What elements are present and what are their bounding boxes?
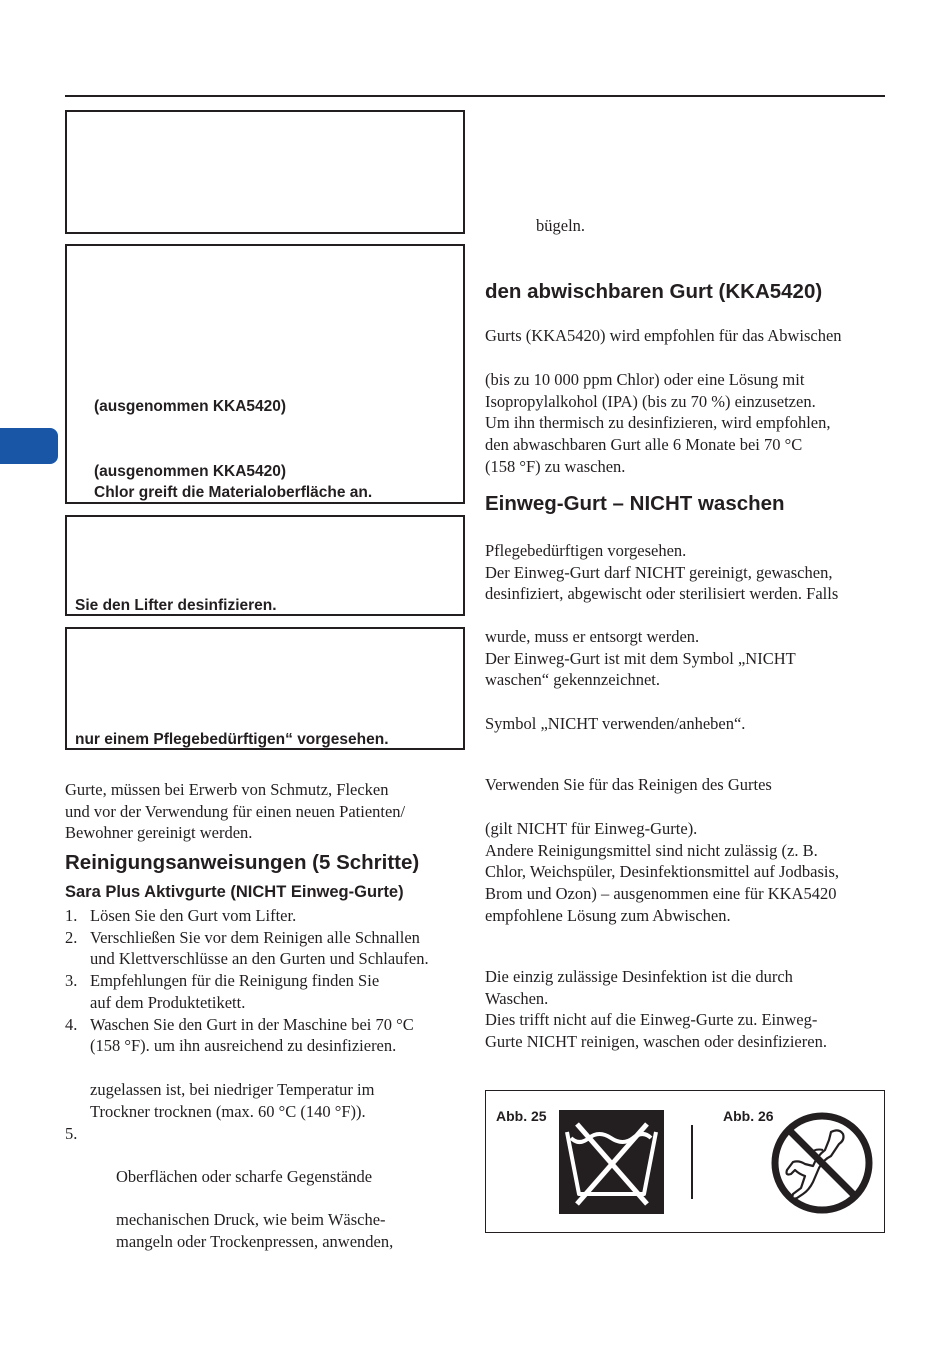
disposable-heading: Einweg-Gurt – NICHT waschen bbox=[485, 492, 785, 515]
step-text: Empfehlungen für die Reinigung finden Sie bbox=[90, 971, 380, 991]
agents-line: Brom und Ozon) – ausgenommen eine für KKA5420 bbox=[485, 884, 837, 904]
step-text: Oberflächen oder scharfe Gegenstände bbox=[116, 1167, 373, 1186]
step-text: auf dem Produktetikett. bbox=[90, 992, 246, 1012]
step-text: Waschen Sie den Gurt in der Maschine bei 70 °C bbox=[90, 1014, 414, 1034]
warning-box-2-line-2: (ausgenommen KKA5420) bbox=[94, 463, 287, 480]
disinfect-line: Gurte NICHT reinigen, waschen oder desinfizieren. bbox=[485, 1032, 827, 1052]
disposable-paragraph-b bbox=[485, 626, 796, 691]
step-text: Trockner trocknen (max. 60 °C (140 °F)). bbox=[90, 1101, 366, 1121]
disinfect-paragraph bbox=[485, 966, 827, 1053]
intro-line: Gurte, müssen bei Erwerb von Schmutz, Flecken bbox=[65, 780, 389, 799]
intro-paragraph bbox=[65, 779, 465, 844]
agents-line: Chlor, Weichspüler, Desinfektionsmittel auf Jodbasis, bbox=[485, 862, 840, 882]
disposable-line: Der Einweg-Gurt darf NICHT gereinigt, gewaschen, bbox=[485, 562, 833, 582]
warning-box-2-line-1: (ausgenommen KKA5420) bbox=[94, 398, 287, 415]
do-not-use-lift-icon bbox=[769, 1110, 875, 1216]
agents-line: (gilt NICHT für Einweg-Gurte). bbox=[485, 819, 698, 838]
step4-extra bbox=[90, 1079, 374, 1122]
warning-box-4 bbox=[65, 627, 465, 750]
agents-line: Andere Reinigungsmittel sind nicht zulässig (z. B. bbox=[485, 840, 818, 860]
do-not-wash-icon bbox=[559, 1110, 664, 1214]
intro-line: und vor der Verwendung für einen neuen Patienten/ bbox=[65, 801, 406, 821]
section-tab bbox=[0, 428, 58, 464]
wipe-line: (158 °F) zu waschen. bbox=[485, 456, 626, 476]
list-item bbox=[65, 970, 465, 1013]
figure-26-label: Abb. 26 bbox=[723, 1108, 774, 1124]
agents-line: empfohlene Lösung zum Abwischen. bbox=[485, 905, 731, 925]
step-text: mechanischen Druck, wie beim Wäsche- bbox=[116, 1210, 386, 1229]
agents-paragraph bbox=[485, 818, 839, 927]
step-number: 1. bbox=[65, 906, 78, 925]
list-item bbox=[65, 1014, 465, 1057]
step-text: zugelassen ist, bei niedriger Temperatur im bbox=[90, 1080, 375, 1099]
wipe-line: Um ihn thermisch zu desinfizieren, wird empfohlen, bbox=[485, 413, 831, 433]
step-number: 4. bbox=[65, 1014, 78, 1034]
disinfect-line: Dies trifft nicht auf die Einweg-Gurte zu. Einweg- bbox=[485, 1010, 818, 1030]
disposable-line: wurde, muss er entsorgt werden. bbox=[485, 627, 700, 646]
list-item bbox=[65, 927, 465, 970]
step-number: 2. bbox=[65, 927, 78, 947]
disinfect-line: Die einzig zulässige Desinfektion ist die durch bbox=[485, 967, 793, 986]
step-text: Verschließen Sie vor dem Reinigen alle Schnallen bbox=[90, 927, 420, 947]
list-item bbox=[65, 905, 465, 927]
step-text: mangeln oder Trockenpressen, anwenden, bbox=[116, 1231, 394, 1251]
top-fragment: bügeln. bbox=[536, 216, 586, 235]
wipe-line: (bis zu 10 000 ppm Chlor) oder eine Lösung mit bbox=[485, 370, 805, 389]
warning-box-3 bbox=[65, 515, 465, 616]
cleaning-subheading: Sara Plus Aktivgurte (NICHT Einweg-Gurte) bbox=[65, 883, 404, 901]
disinfect-line: Waschen. bbox=[485, 988, 549, 1008]
warning-box-4-line-1: nur einem Pflegebedürftigen“ vorgesehen. bbox=[75, 731, 389, 748]
warning-box-1 bbox=[65, 110, 465, 234]
disposable-line-c: Symbol „NICHT verwenden/anheben“. bbox=[485, 714, 746, 733]
step-number: 3. bbox=[65, 971, 78, 991]
step-text: Lösen Sie den Gurt vom Lifter. bbox=[90, 906, 297, 925]
step-number: 5. bbox=[65, 1124, 78, 1143]
disposable-line: Der Einweg-Gurt ist mit dem Symbol „NICHT bbox=[485, 648, 796, 668]
figure-25-label: Abb. 25 bbox=[496, 1108, 547, 1124]
disposable-line: Pflegebedürftigen vorgesehen. bbox=[485, 541, 687, 560]
disposable-paragraph-a bbox=[485, 540, 838, 605]
intro-line: Bewohner gereinigt werden. bbox=[65, 823, 253, 843]
steps-list bbox=[65, 905, 465, 1057]
warning-box-3-line-1: Sie den Lifter desinfizieren. bbox=[75, 597, 277, 614]
wipe-paragraph bbox=[485, 369, 831, 478]
step-text: (158 °F). um ihn ausreichend zu desinfizieren. bbox=[90, 1036, 397, 1056]
step-text: und Klettverschlüsse an den Gurten und Schlaufen. bbox=[90, 949, 429, 969]
wipe-line: Isopropylalkohol (IPA) (bis zu 70 %) einzusetzen. bbox=[485, 391, 816, 411]
step5-text-b bbox=[116, 1209, 393, 1252]
wipe-line-1: Gurts (KKA5420) wird empfohlen für das Abwischen bbox=[485, 326, 842, 345]
warning-box-2 bbox=[65, 244, 465, 504]
disposable-line: desinfiziert, abgewischt oder sterilisiert werden. Falls bbox=[485, 584, 839, 604]
figure-divider bbox=[691, 1125, 693, 1199]
warning-box-2-line-3: Chlor greift die Materialoberfläche an. bbox=[94, 484, 373, 501]
header-rule bbox=[65, 95, 885, 97]
disposable-line: waschen“ gekennzeichnet. bbox=[485, 670, 660, 690]
step5-text-a bbox=[116, 1166, 372, 1188]
cleaning-heading: Reinigungsanweisungen (5 Schritte) bbox=[65, 851, 420, 874]
figure-box bbox=[485, 1090, 885, 1233]
wipe-heading: den abwischbaren Gurt (KKA5420) bbox=[485, 280, 823, 303]
agents-line-1: Verwenden Sie für das Reinigen des Gurtes bbox=[485, 775, 772, 794]
wipe-line: den abwaschbaren Gurt alle 6 Monate bei 70 °C bbox=[485, 435, 803, 455]
